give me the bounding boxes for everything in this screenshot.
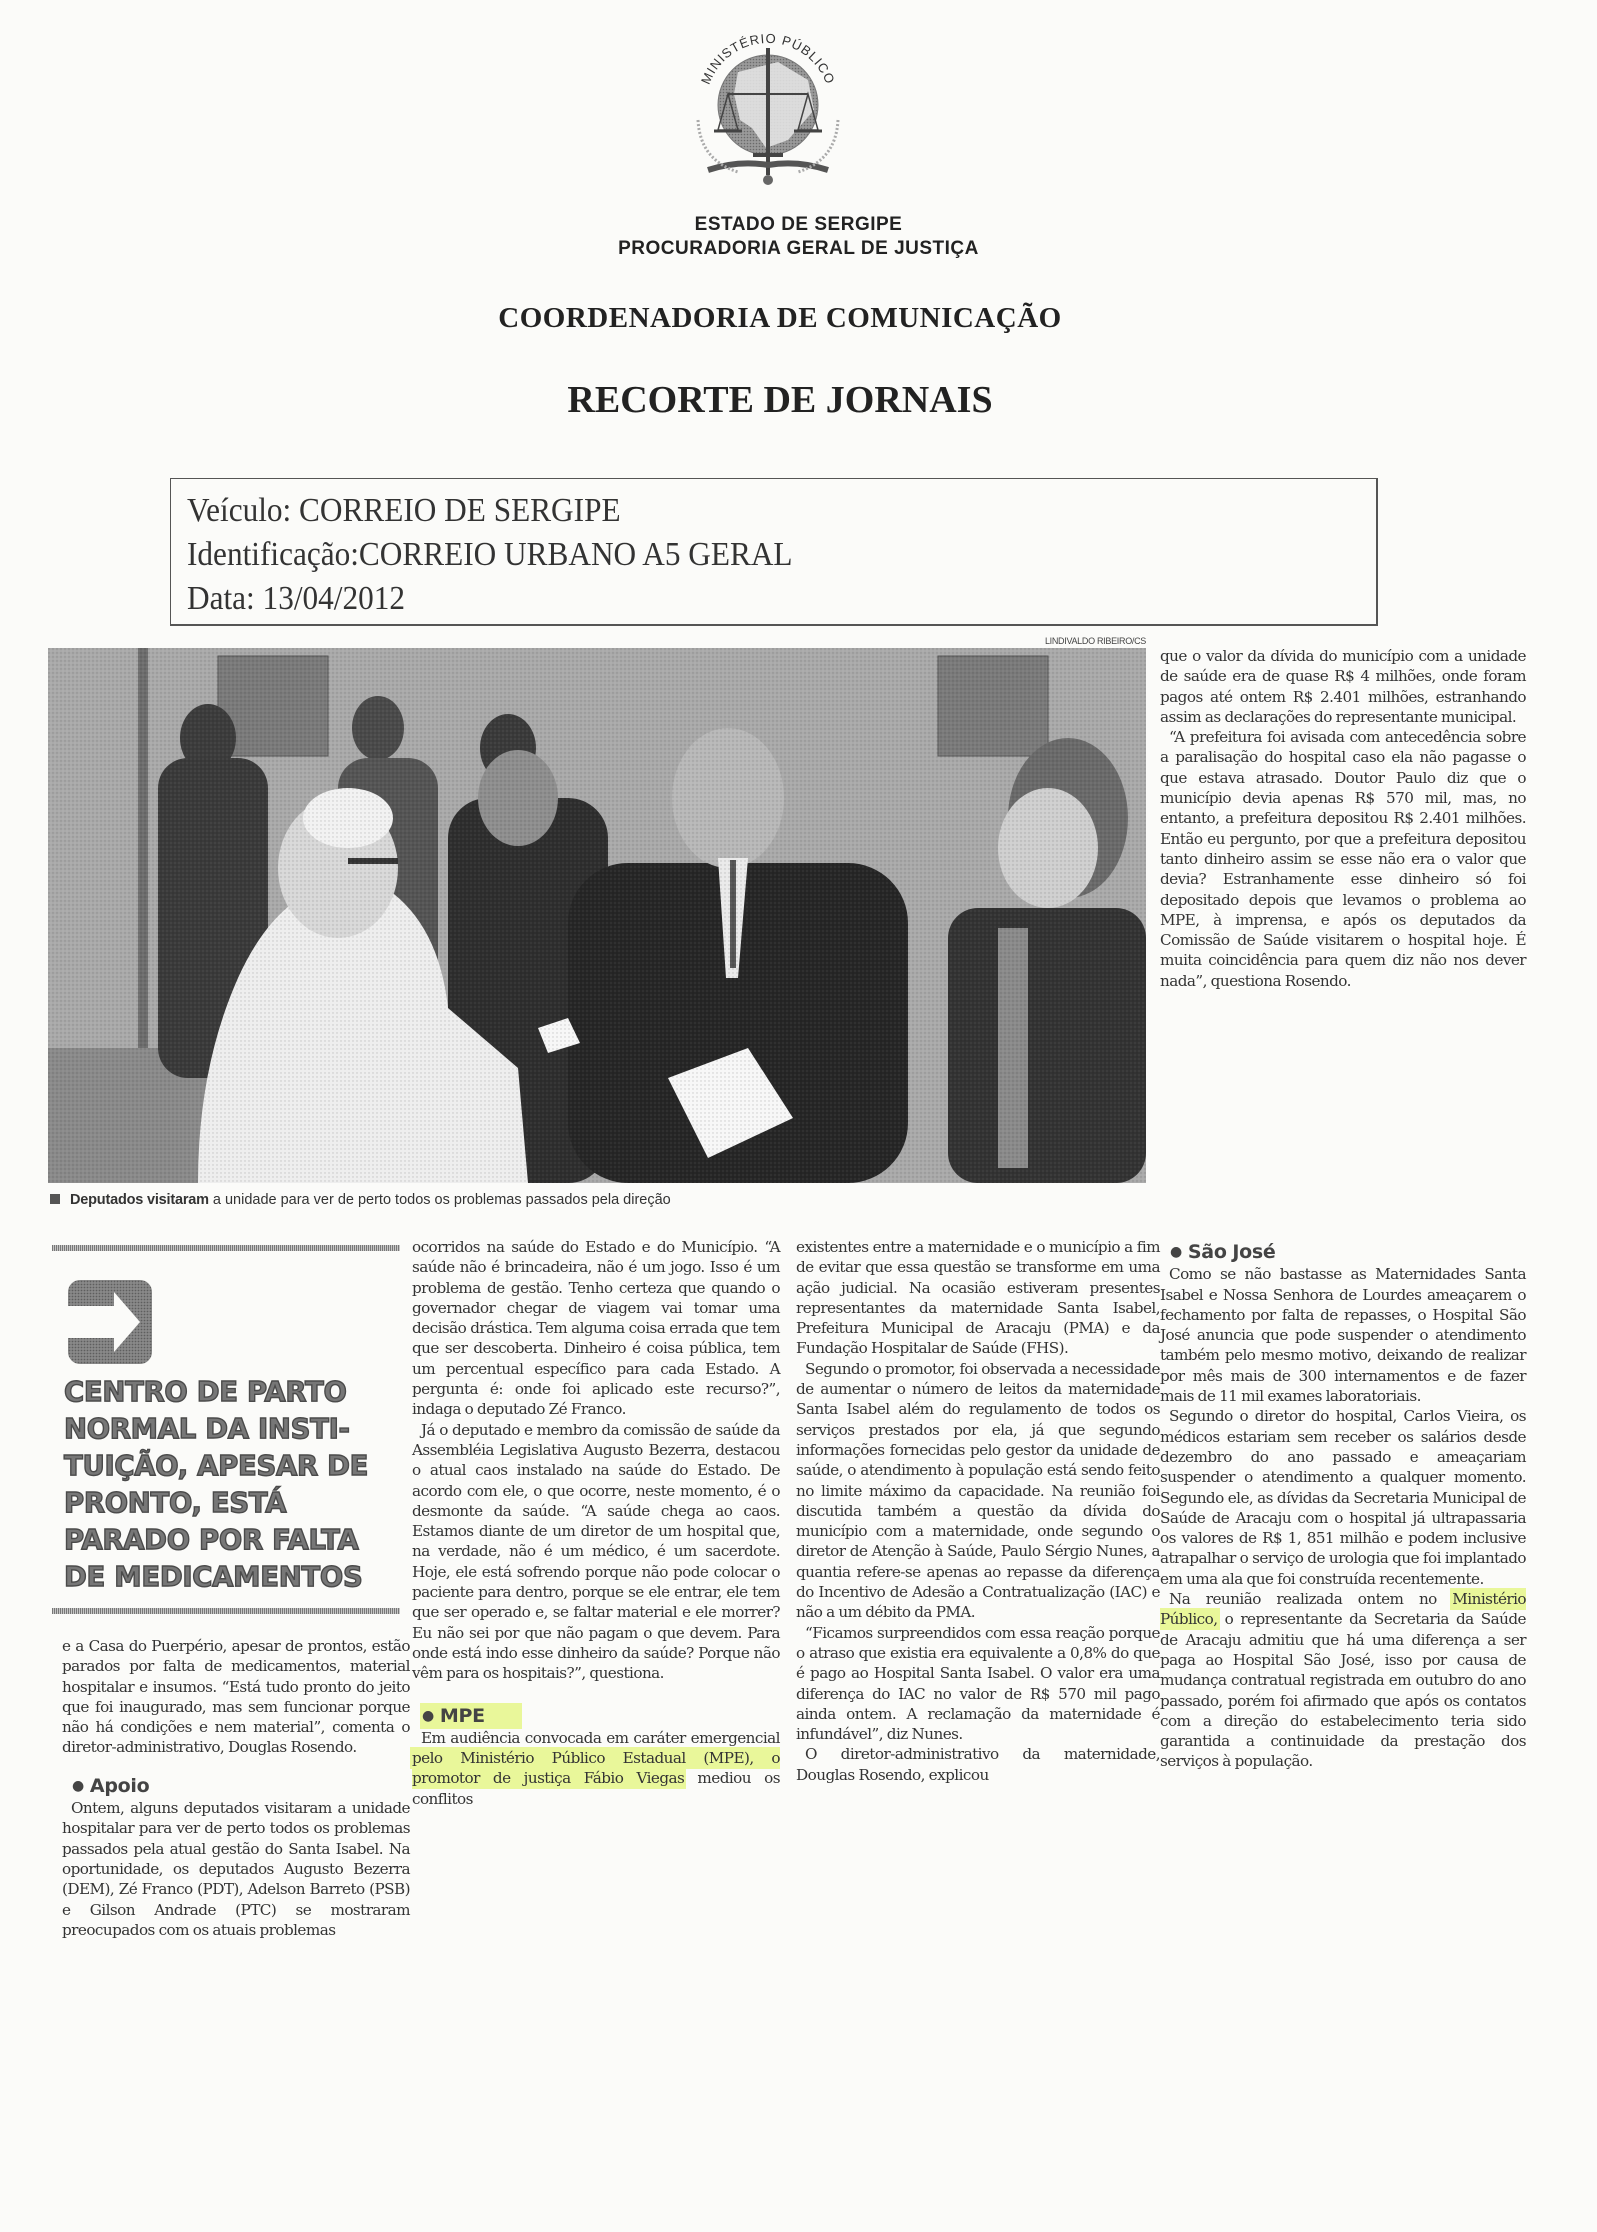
paragraph: que o valor da dívida do município com a unidade de saúde era de quase R$ 4 milhões, onde foram pagos até ontem R$ 2.401 milhões, estranhando assim as declarações do representante municipal. (1160, 647, 1526, 726)
agency-name: PROCURADORIA GERAL DE JUSTIÇA (618, 238, 979, 259)
paragraph: ocorridos na saúde do Estado e do Município. “A saúde não é brincadeira, não é um jogo. Isso é um problema de gestão. Tenho certeza que quando o governador chegar de viagem vai tomar uma decisão drástica. Tem alguma coisa errada que tem que ser descoberta. Dinheiro é coisa pública, tem um percentual específico para cada Estado. A pergunta é: onde foi aplicado este recurso?”, indaga o deputado Zé Franco. (412, 1238, 780, 1419)
headline-bottom-rule (52, 1608, 400, 1614)
ministerio-publico-seal-logo (668, 10, 868, 200)
paragraph: e a Casa do Puerpério, apesar de prontos, estão parados por falta de medicamentos, material hospitalar e insumos. “Está tudo pronto do jeito que foi inaugurado, mas sem funcionar porque não há condições e nem material”, comenta o diretor-administrativo, Douglas Rosendo. (62, 1637, 410, 1757)
vehicle-field: Veículo: CORREIO DE SERGIPE (187, 492, 621, 529)
article-column-2 (412, 1237, 780, 1809)
article-column-4-bottom (1160, 1242, 1526, 1772)
bullet-icon: ● (422, 1707, 434, 1724)
headline-line: NORMAL DA INSTI- (64, 1413, 350, 1445)
headline-top-rule (52, 1245, 400, 1251)
department-title: COORDENADORIA DE COMUNICAÇÃO (498, 302, 1062, 334)
state-name: ESTADO DE SERGIPE (694, 214, 903, 235)
headline-line: PARADO POR FALTA (64, 1524, 359, 1556)
arrow-right-icon (68, 1280, 152, 1364)
news-photo (48, 648, 1146, 1183)
text-run: Na reunião realizada ontem no (1169, 1590, 1453, 1609)
caption-lead: Deputados visitaram (70, 1192, 209, 1208)
headline-line: TUIÇÃO, APESAR DE (64, 1450, 369, 1482)
bullet-icon: ● (72, 1777, 84, 1794)
paragraph (412, 1728, 780, 1809)
text-run: mediou os conflitos (412, 1769, 780, 1808)
highlighted-text: Ministério Público, (1160, 1590, 1526, 1629)
photo-credit: LINDIVALDO RIBEIRO/CS (1044, 636, 1146, 646)
text-run: o representante da Secretaria da Saúde de Aracaju admitiu que há uma diferença a ser paga ao Hospital São José, isso por causa de mudança contratual registrada em outubro do ano passado, porém foi afirmado que após os contatos com a direção do estabelecimento teria sido garantida a continuidade da prestação dos serviços à população. (1160, 1610, 1526, 1771)
paragraph: Como se não bastasse as Maternidades Santa Isabel e Nossa Senhora de Lourdes ameaçarem o fechamento por falta de repasses, o Hospital São José anuncia que pode suspender o atendimento também pelo mesmo motivo, deixando de realizar por mês mais de 300 internamentos e de fazer mais de 11 mil exames laboratoriais. (1160, 1265, 1526, 1406)
paragraph: Ontem, alguns deputados visitaram a unidade hospitalar para ver de perto todos os problemas passados pela atual gestão do Santa Isabel. Na oportunidade, os deputados Augusto Bezerra (DEM), Zé Franco (PDT), Adelson Barreto (PSB) e Gilson Andrade (PTC) se mostraram preocupados com os atuais problemas (62, 1799, 410, 1939)
paragraph: Já o deputado e membro da comissão de saúde da Assembléia Legislativa Augusto Bezerra, destacou o atual caos instalado na saúde do Estado. De acordo com ele, o que ocorre, neste momento, é o desmonte da saúde. “A saúde chega ao caos. Estamos diante de um diretor de um hospital que, na verdade, não é um médico, é um sacerdote. Hoje, ele está sofrendo porque não pode colocar o paciente para dentro, porque se ele entrar, ele tem que ser operado e, se faltar material e ele morrer? Eu não sei por que não pagam o que devem. Para onde está indo esse dinheiro da saúde? Porque não vêm para os hospitais?”, questiona. (412, 1420, 780, 1683)
highlighted-text: pelo Ministério Público Estadual (MPE), o promotor de justiça Fábio Viegas (412, 1749, 780, 1788)
article-headline (64, 1374, 404, 1596)
clipping-info-box (170, 478, 1378, 626)
subhead-mpe (422, 1706, 780, 1726)
article-column-3 (796, 1237, 1160, 1785)
paragraph: Segundo o diretor do hospital, Carlos Vieira, os médicos estariam sem receber os salários desde dezembro do ano passado e ameaçariam suspender o atendimento a qualquer momento. Segundo ele, as dívidas da Secretaria Municipal de Saúde de Aracaju com o hospital já ultrapassaria os valores de R$ 1, 851 milhão e podem inclusive atrapalhar o serviço de urologia que foi implantado em uma ala que foi construída recentemente. (1160, 1407, 1526, 1588)
caption-text: a unidade para ver de perto todos os problemas passados pela direção (208, 1192, 671, 1208)
subhead-apoio (72, 1776, 410, 1796)
paragraph: O diretor-administrativo da maternidade, Douglas Rosendo, explicou (796, 1745, 1160, 1784)
subhead-text: Apoio (89, 1774, 150, 1797)
paragraph: “Ficamos surpreendidos com essa reação porque o atraso que existia era equivalente a 0,8% do que é pago ao Hospital Santa Isabel. O valor era uma diferença do IAC no valor de R$ 570 mil pago ainda ontem. A reclamação da maternidade é infundável”, diz Nunes. (796, 1623, 1160, 1744)
text-run: Em audiência convocada em caráter emergencial (421, 1728, 780, 1747)
subhead-text: São José (1187, 1241, 1276, 1263)
paragraph: “A prefeitura foi avisada com antecedência sobre a paralisação do hospital caso ela não pagasse o que estava atrasado. Doutor Paulo diz que o município devia apenas R$ 570 mil, mas, no entanto, a prefeitura depositou R$ 2.401 milhões. Então eu pergunto, por que a prefeitura depositou tanto dinheiro assim se esse não era o valor que devia? Estranhamente esse dinheiro só foi depositado depois que levamos o problema ao MPE, à imprensa, e após os deputados da Comissão de Saúde visitarem o hospital hoje. É muita coincidência para quem diz não nos dever nada”, questiona Rosendo. (1160, 728, 1526, 990)
date-field: Data: 13/04/2012 (187, 580, 406, 617)
headline-line: PRONTO, ESTÁ (64, 1487, 287, 1519)
identification-field: Identificação:CORREIO URBANO A5 GERAL (187, 536, 793, 573)
photo-caption (50, 1192, 671, 1208)
paragraph (1160, 1589, 1526, 1772)
subhead-sao-jose (1170, 1242, 1526, 1262)
subhead-text: MPE (439, 1704, 485, 1727)
caption-square-bullet-icon (50, 1194, 60, 1204)
article-column-4-top (1160, 646, 1526, 991)
headline-line: DE MEDICAMENTOS (64, 1561, 363, 1593)
headline-line: CENTRO DE PARTO (64, 1376, 347, 1408)
seal-text: MINISTÉRIO PÚBLICO (697, 30, 839, 87)
article-column-1 (62, 1636, 410, 1940)
paragraph: Segundo o promotor, foi observada a necessidade de aumentar o número de leitos da maternidade Santa Isabel além do regulamento de todos os serviços prestados por ela, já que segundo informações fornecidas pelo gestor da unidade de saúde, o atendimento à população está sendo feito no limite máximo da capacidade. Na reunião foi discutida também a questão da dívida do município com a maternidade, onde segundo o diretor de Atenção à Saúde, Paulo Sérgio Nunes, a quantia refere-se apenas ao repasse da diferença do Incentivo de Adesão a Contratualização (IAC) e não a um débito da PMA. (796, 1359, 1160, 1622)
bullet-icon: ● (1170, 1244, 1182, 1260)
document-title: RECORTE DE JORNAIS (567, 379, 993, 421)
paragraph: existentes entre a maternidade e o município a fim de evitar que essa questão se transforme em uma ação judicial. Na ocasião estiveram presentes representantes da maternidade Santa Isabel, Prefeitura Municipal de Aracaju (PMA) e da Fundação Hospitalar de Saúde (FHS). (796, 1238, 1160, 1358)
